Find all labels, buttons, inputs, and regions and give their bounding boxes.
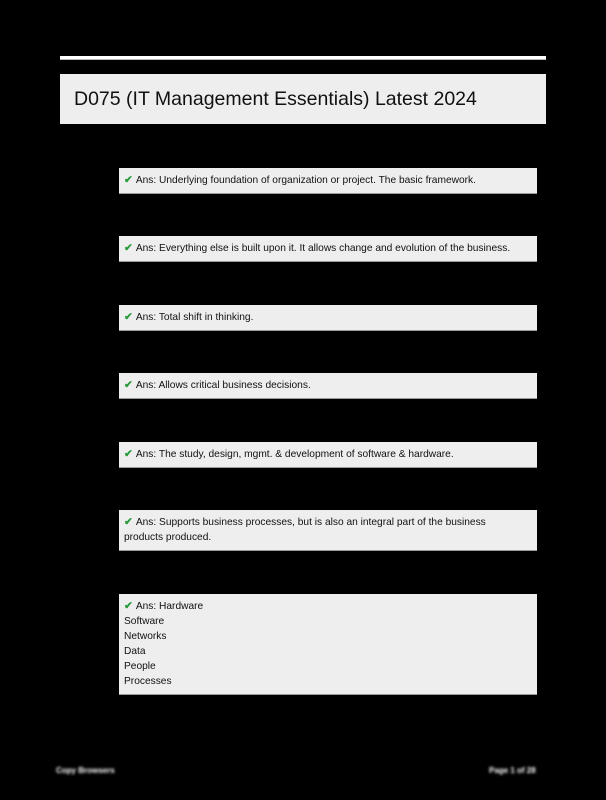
document-title: D075 (IT Management Essentials) Latest 2024 [74,87,477,110]
answer-line [124,659,532,674]
answer-text: Ans: Hardware [135,601,204,612]
check-icon: ✔ [124,379,133,391]
check-icon: ✔ [124,174,133,186]
answer-text: Networks [124,631,167,642]
answer-text: Ans: Allows critical business decisions. [135,380,311,391]
answer-box [119,305,537,331]
answer-line [124,674,532,689]
answer-line [124,515,532,530]
answer-box [119,373,537,399]
check-icon: ✔ [124,311,133,323]
answer-text: Software [124,616,165,627]
answer-text: Ans: Everything else is built upon it. It allows change and evolution of the business. [135,243,511,254]
check-icon: ✔ [124,448,133,460]
answer-text: Ans: Supports business processes, but is also an integral part of the business [135,517,486,528]
answer-line [124,447,532,462]
check-icon: ✔ [124,242,133,254]
answer-text: People [124,661,156,672]
answer-text: Processes [124,676,172,687]
answer-box [119,594,537,695]
answer-line [124,173,532,188]
title-banner [60,74,546,124]
answer-box [119,236,537,262]
footer-page-number: Page 1 of 28 [489,766,536,775]
answer-line [124,599,532,614]
answer-line [124,310,532,325]
answer-line [124,530,532,545]
answer-line [124,629,532,644]
answer-line [124,241,532,256]
answer-text: Ans: The study, design, mgmt. & development of software & hardware. [135,449,454,460]
answer-box [119,442,537,468]
answer-line [124,614,532,629]
answer-box [119,510,537,551]
answer-text: Ans: Underlying foundation of organization or project. The basic framework. [135,175,476,186]
answer-box [119,168,537,194]
check-icon: ✔ [124,516,133,528]
answer-line [124,378,532,393]
answer-text: Data [124,646,146,657]
check-icon: ✔ [124,600,133,612]
answer-line [124,644,532,659]
top-rule [60,56,546,59]
answer-text: Ans: Total shift in thinking. [135,312,254,323]
answer-text: products produced. [124,532,212,543]
footer-left-text: Copy Browsers [56,766,115,775]
